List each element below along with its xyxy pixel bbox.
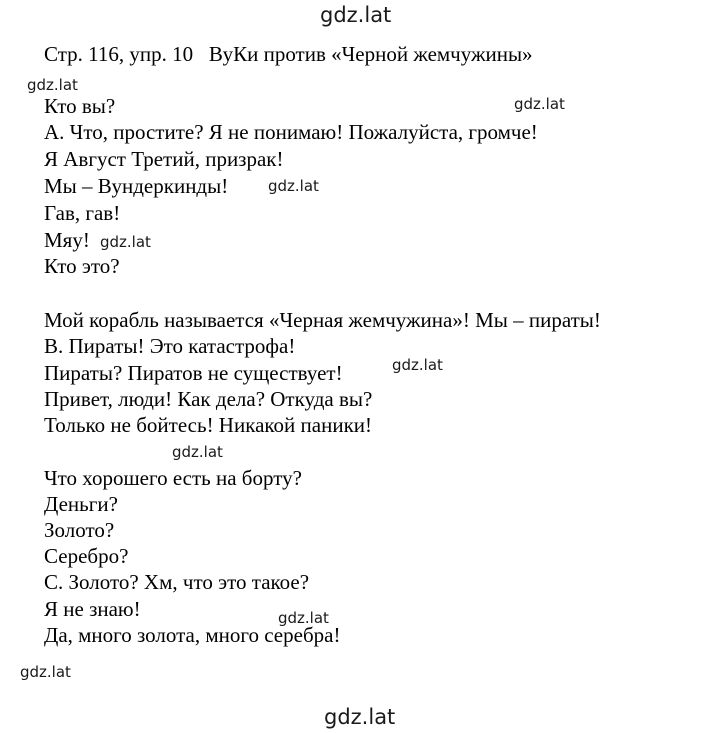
text-line: В. Пираты! Это катастрофа! xyxy=(44,334,296,358)
watermark: gdz.lat xyxy=(514,95,565,113)
text-line: Золото? xyxy=(44,518,115,542)
text-line: Кто это? xyxy=(44,254,120,278)
watermark-bottom: gdz.lat xyxy=(324,705,396,729)
text-line: Пираты? Пиратов не существует! xyxy=(44,361,343,385)
watermark: gdz.lat xyxy=(278,609,329,627)
text-line: Деньги? xyxy=(44,492,118,516)
text-line: С. Золото? Хм, что это такое? xyxy=(44,570,310,594)
watermark: gdz.lat xyxy=(100,233,151,251)
text-line: Гав, гав! xyxy=(44,201,121,225)
text-line: Что хорошего есть на борту? xyxy=(44,466,302,490)
page-title: Стр. 116, упр. 10 ВуКи против «Черной жемчужины» xyxy=(44,42,533,66)
watermark: gdz.lat xyxy=(268,177,319,195)
text-line: Мяу! xyxy=(44,228,90,252)
text-line: Я не знаю! xyxy=(44,597,141,621)
text-line: Только не бойтесь! Никакой паники! xyxy=(44,413,373,437)
watermark: gdz.lat xyxy=(27,76,78,94)
watermark: gdz.lat xyxy=(20,663,71,681)
watermark: gdz.lat xyxy=(392,356,443,374)
text-line: Серебро? xyxy=(44,544,129,568)
text-line: Мой корабль называется «Черная жемчужина»! Мы – пираты! xyxy=(44,308,601,332)
text-line: А. Что, простите? Я не понимаю! Пожалуйста, громче! xyxy=(44,120,538,144)
text-line: Привет, люди! Как дела? Откуда вы? xyxy=(44,387,373,411)
text-line: Кто вы? xyxy=(44,94,116,118)
watermark-top: gdz.lat xyxy=(320,3,392,27)
text-line: Да, много золота, много серебра! xyxy=(44,623,341,647)
text-line: Мы – Вундеркинды! xyxy=(44,174,229,198)
watermark: gdz.lat xyxy=(172,443,223,461)
text-line: Я Август Третий, призрак! xyxy=(44,147,284,171)
